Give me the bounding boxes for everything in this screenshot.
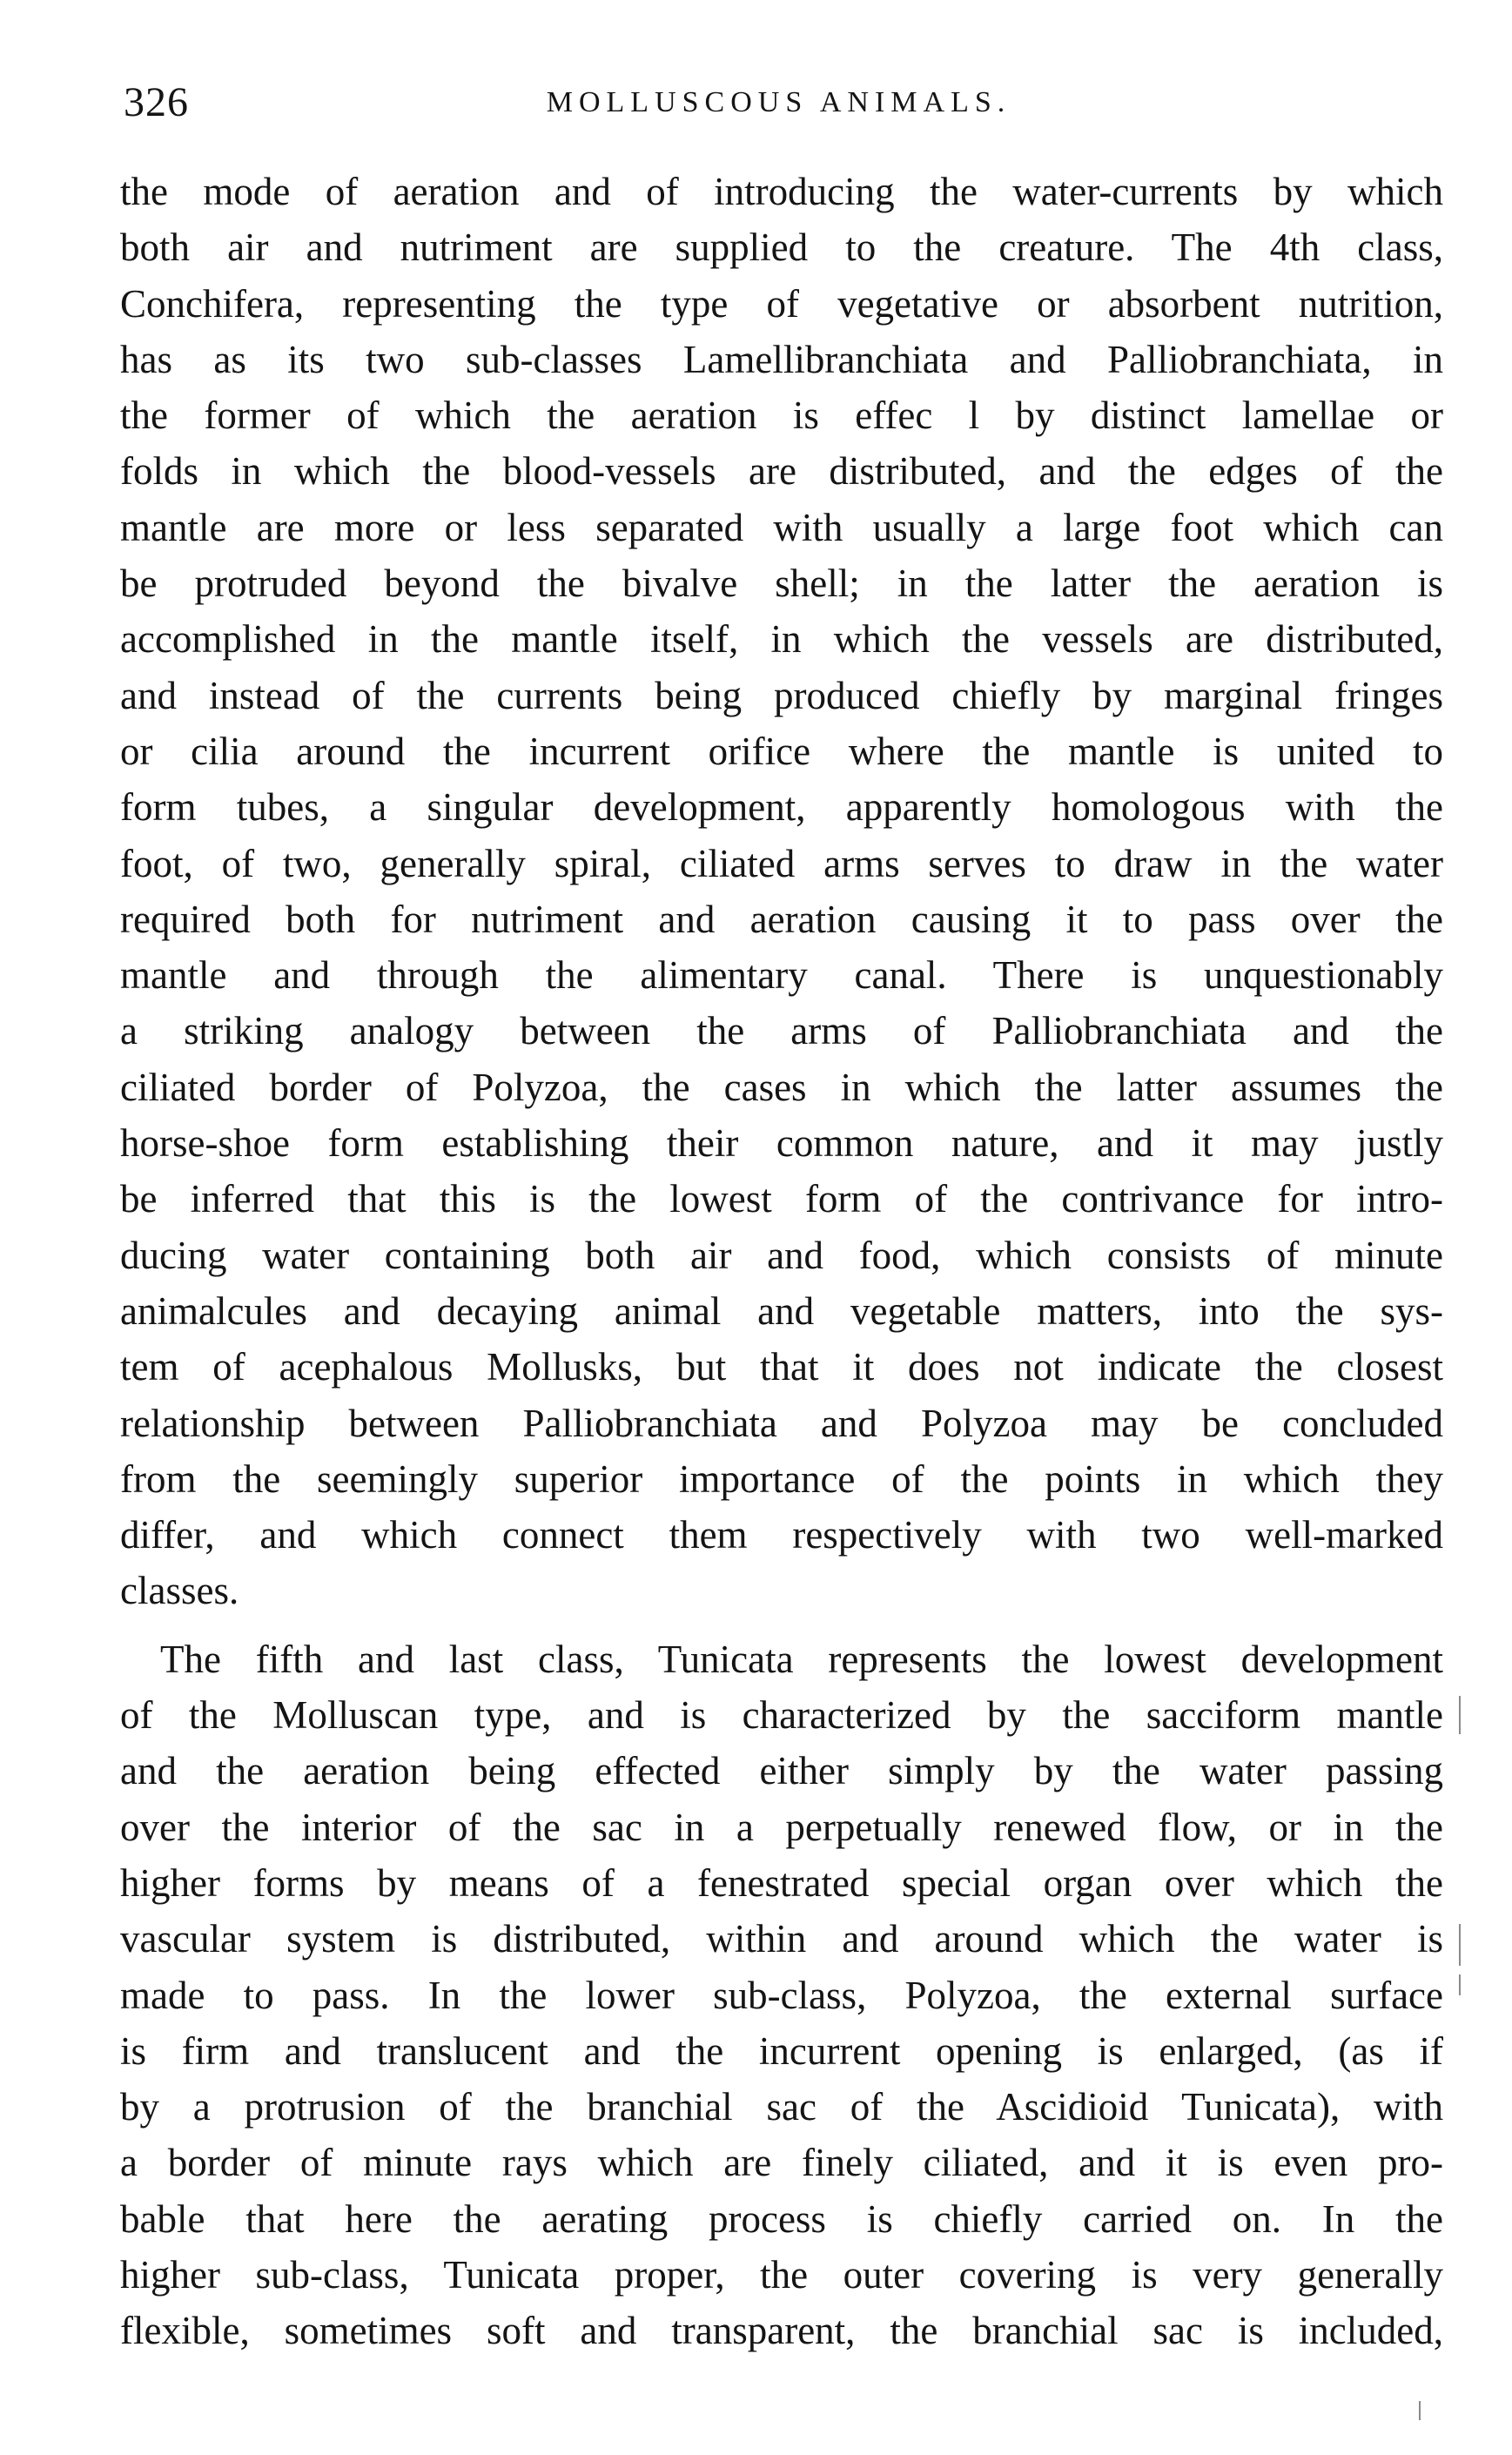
text-line: and the aeration being effected either simply by the water passing bbox=[120, 1749, 1443, 1793]
text-line: higher forms by means of a fenestrated special organ over which the bbox=[120, 1860, 1443, 1905]
text-line: folds in which the blood-vessels are distributed, and the edges of the bbox=[120, 449, 1443, 494]
text-line: required both for nutriment and aeration causing it to pass over the bbox=[120, 897, 1443, 941]
text-line: be inferred that this is the lowest form of the contrivance for intro- bbox=[120, 1177, 1443, 1221]
scan-margin-mark bbox=[1419, 2401, 1421, 2420]
page-number: 326 bbox=[124, 79, 189, 125]
text-line: over the interior of the sac in a perpetually renewed flow, or in the bbox=[120, 1805, 1443, 1849]
body-text bbox=[120, 164, 1443, 2359]
text-line: accomplished in the mantle itself, in which the vessels are distributed, bbox=[120, 617, 1443, 662]
text-line: ducing water containing both air and food, which consists of minute bbox=[120, 1233, 1443, 1277]
text-line: vascular system is distributed, within and around which the water is bbox=[120, 1917, 1443, 1961]
scan-margin-mark bbox=[1459, 1924, 1461, 1966]
text-line: differ, and which connect them respectively with two well-marked bbox=[120, 1513, 1443, 1557]
text-line: be protruded beyond the bivalve shell; in the latter the aeration is bbox=[120, 562, 1443, 606]
text-line: horse-shoe form establishing their common nature, and it may justly bbox=[120, 1121, 1443, 1166]
text-line: the former of which the aeration is effec l by distinct lamellae or bbox=[120, 393, 1443, 438]
page-header bbox=[124, 77, 1434, 129]
text-line: the mode of aeration and of introducing the water-currents by which bbox=[120, 170, 1443, 213]
running-title: MOLLUSCOUS ANIMALS. bbox=[546, 86, 1011, 118]
text-line: both air and nutriment are supplied to the creature. The 4th class, bbox=[120, 225, 1443, 270]
text-line: foot, of two, generally spiral, ciliated arms serves to draw in the water bbox=[120, 841, 1443, 885]
text-line: from the seemingly superior importance of the points in which they bbox=[120, 1456, 1443, 1501]
text-line: flexible, sometimes soft and transparent, the branchial sac is included, bbox=[120, 2309, 1443, 2353]
paragraph-gap bbox=[120, 1619, 1443, 1631]
text-line: a striking analogy between the arms of Palliobranchiata and the bbox=[120, 1009, 1443, 1053]
text-line: ciliated border of Polyzoa, the cases in which the latter assumes the bbox=[120, 1065, 1443, 1109]
text-line: a border of minute rays which are finely ciliated, and it is even pro- bbox=[120, 2141, 1443, 2185]
text-line: animalcules and decaying animal and vegetable matters, into the sys- bbox=[120, 1288, 1443, 1333]
text-line: mantle and through the alimentary canal. There is unquestionably bbox=[120, 953, 1443, 998]
text-line: relationship between Palliobranchiata and Polyzoa may be concluded bbox=[120, 1401, 1443, 1445]
text-line: higher sub-class, Tunicata proper, the outer covering is very generally bbox=[120, 2252, 1443, 2297]
text-line: has as its two sub-classes Lamellibranchiata and Palliobranchiata, in bbox=[120, 337, 1443, 381]
text-line: made to pass. In the lower sub-class, Polyzoa, the external surface bbox=[120, 1973, 1443, 2017]
text-line: The fifth and last class, Tunicata represents the lowest development bbox=[160, 1637, 1443, 1681]
paragraph-1 bbox=[120, 164, 1443, 1619]
text-line: and instead of the currents being produced chiefly by marginal fringes bbox=[120, 673, 1443, 717]
text-line: Conchifera, representing the type of vegetative or absorbent nutrition, bbox=[120, 281, 1443, 326]
scan-margin-mark bbox=[1459, 1696, 1461, 1734]
text-line: form tubes, a singular development, apparently homologous with the bbox=[120, 785, 1443, 830]
text-line: of the Molluscan type, and is characterized by the sacciform mantle bbox=[120, 1693, 1443, 1738]
text-line: or cilia around the incurrent orifice where the mantle is united to bbox=[120, 729, 1443, 773]
paragraph-2 bbox=[120, 1631, 1443, 2359]
text-line: by a protrusion of the branchial sac of the Ascidioid Tunicata), with bbox=[120, 2085, 1443, 2129]
text-line: classes. bbox=[120, 1569, 239, 1613]
text-line: is firm and translucent and the incurrent opening is enlarged, (as if bbox=[120, 2028, 1443, 2073]
text-line: bable that here the aerating process is chiefly carried on. In the bbox=[120, 2196, 1443, 2241]
text-line: mantle are more or less separated with usually a large foot which can bbox=[120, 505, 1443, 549]
text-line: tem of acephalous Mollusks, but that it does not indicate the closest bbox=[120, 1345, 1443, 1389]
scan-margin-mark bbox=[1459, 1974, 1461, 1995]
